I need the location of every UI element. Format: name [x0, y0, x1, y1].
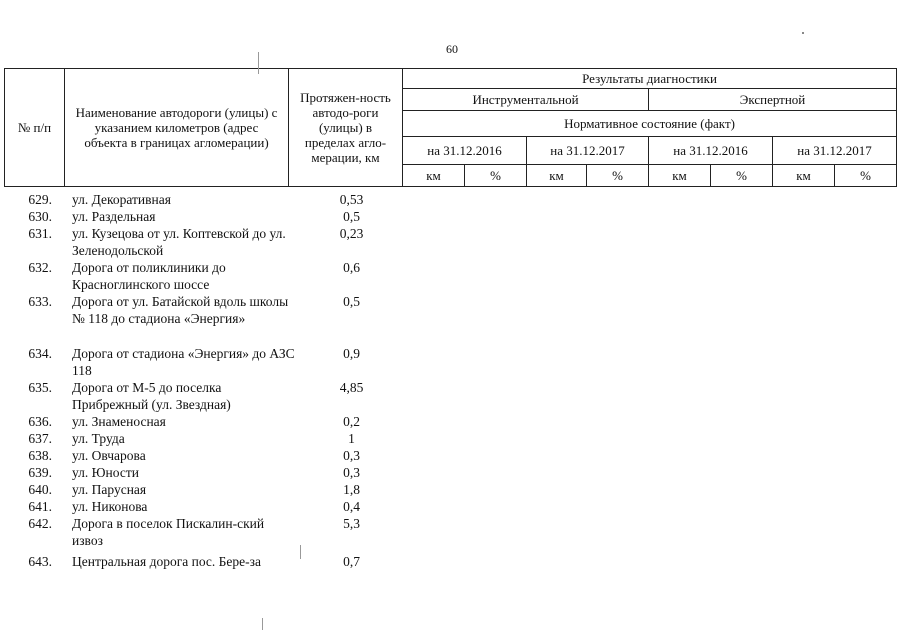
- road-name: ул. Раздельная: [72, 209, 156, 224]
- scan-mark: [258, 52, 259, 74]
- road-length: 0,5: [343, 209, 360, 224]
- road-name: ул. Знаменосная: [72, 414, 166, 429]
- row-number: 636.: [28, 414, 52, 429]
- road-length: 0,7: [343, 554, 360, 569]
- road-length: 1,8: [343, 482, 360, 497]
- row-number: 642.: [28, 516, 52, 531]
- header-diagnostics-results: Результаты диагностики: [403, 69, 897, 89]
- header-length: Протяжен-ность автодо-роги (улицы) в пределах агло-мерации, км: [289, 69, 403, 187]
- header-km: км: [773, 165, 835, 187]
- road-name: ул. Парусная: [72, 482, 147, 497]
- header-pct: %: [587, 165, 649, 187]
- header-pct: %: [835, 165, 897, 187]
- row-number: 630.: [28, 209, 52, 224]
- scan-mark: [300, 545, 301, 559]
- header-road-name: Наименование автодороги (улицы) с указанием километров (адрес объекта в границах агломерации): [65, 69, 289, 187]
- row-number: 634.: [28, 346, 52, 361]
- road-length: 0,2: [343, 414, 360, 429]
- road-name: ул. Декоративная: [72, 192, 171, 207]
- row-number: 637.: [28, 431, 52, 446]
- row-number: 633.: [28, 294, 52, 309]
- header-date-3: на 31.12.2016: [649, 137, 773, 165]
- row-number: 641.: [28, 499, 52, 514]
- road-length: 0,6: [343, 260, 360, 275]
- road-name: ул. Труда: [72, 431, 125, 446]
- road-name: Дорога от поликлиники до Красноглинского шоссе: [72, 260, 226, 292]
- scan-mark: [262, 618, 263, 630]
- road-length: 5,3: [343, 516, 360, 531]
- row-number: 629.: [28, 192, 52, 207]
- road-length: 4,85: [339, 380, 364, 395]
- row-number: 639.: [28, 465, 52, 480]
- header-expert: Экспертной: [649, 89, 897, 111]
- header-pct: %: [711, 165, 773, 187]
- road-length: 1: [348, 431, 355, 446]
- row-number: 632.: [28, 260, 52, 275]
- road-name: Центральная дорога пос. Бере-за: [72, 554, 261, 569]
- road-length: 0,3: [343, 465, 360, 480]
- road-length: 0,3: [343, 448, 360, 463]
- row-number: 631.: [28, 226, 52, 241]
- header-date-4: на 31.12.2017: [773, 137, 897, 165]
- header-normative-state: Нормативное состояние (факт): [403, 111, 897, 137]
- road-name: ул. Юности: [72, 465, 139, 480]
- row-number: 643.: [28, 554, 52, 569]
- road-length: 0,23: [339, 226, 364, 241]
- row-number: 635.: [28, 380, 52, 395]
- header-km: км: [649, 165, 711, 187]
- road-name: Дорога от М-5 до поселка Прибрежный (ул. Звездная): [72, 380, 231, 412]
- header-date-2: на 31.12.2017: [527, 137, 649, 165]
- road-name: Дорога от стадиона «Энергия» до АЗС 118: [72, 346, 295, 378]
- header-date-1: на 31.12.2016: [403, 137, 527, 165]
- header-pct: %: [465, 165, 527, 187]
- road-length: 0,4: [343, 499, 360, 514]
- scan-dot: [802, 32, 804, 34]
- road-length: 0,5: [343, 294, 360, 309]
- road-length: 0,53: [339, 192, 364, 207]
- header-km: км: [403, 165, 465, 187]
- page-number: 60: [446, 42, 458, 56]
- header-number: № п/п: [5, 69, 65, 187]
- header-instrumental: Инструментальной: [403, 89, 649, 111]
- table-header: [4, 68, 897, 187]
- row-number: 640.: [28, 482, 52, 497]
- road-name: Дорога от ул. Батайской вдоль школы № 118 до стадиона «Энергия»: [72, 294, 289, 326]
- road-name: ул. Овчарова: [72, 448, 146, 463]
- road-name: Дорога в поселок Пискалин-ский извоз: [72, 516, 265, 548]
- row-number: 638.: [28, 448, 52, 463]
- road-length: 0,9: [343, 346, 360, 361]
- road-name: ул. Кузецова от ул. Коптевской до ул. Зеленодольской: [72, 226, 286, 258]
- road-name: ул. Никонова: [72, 499, 148, 514]
- header-km: км: [527, 165, 587, 187]
